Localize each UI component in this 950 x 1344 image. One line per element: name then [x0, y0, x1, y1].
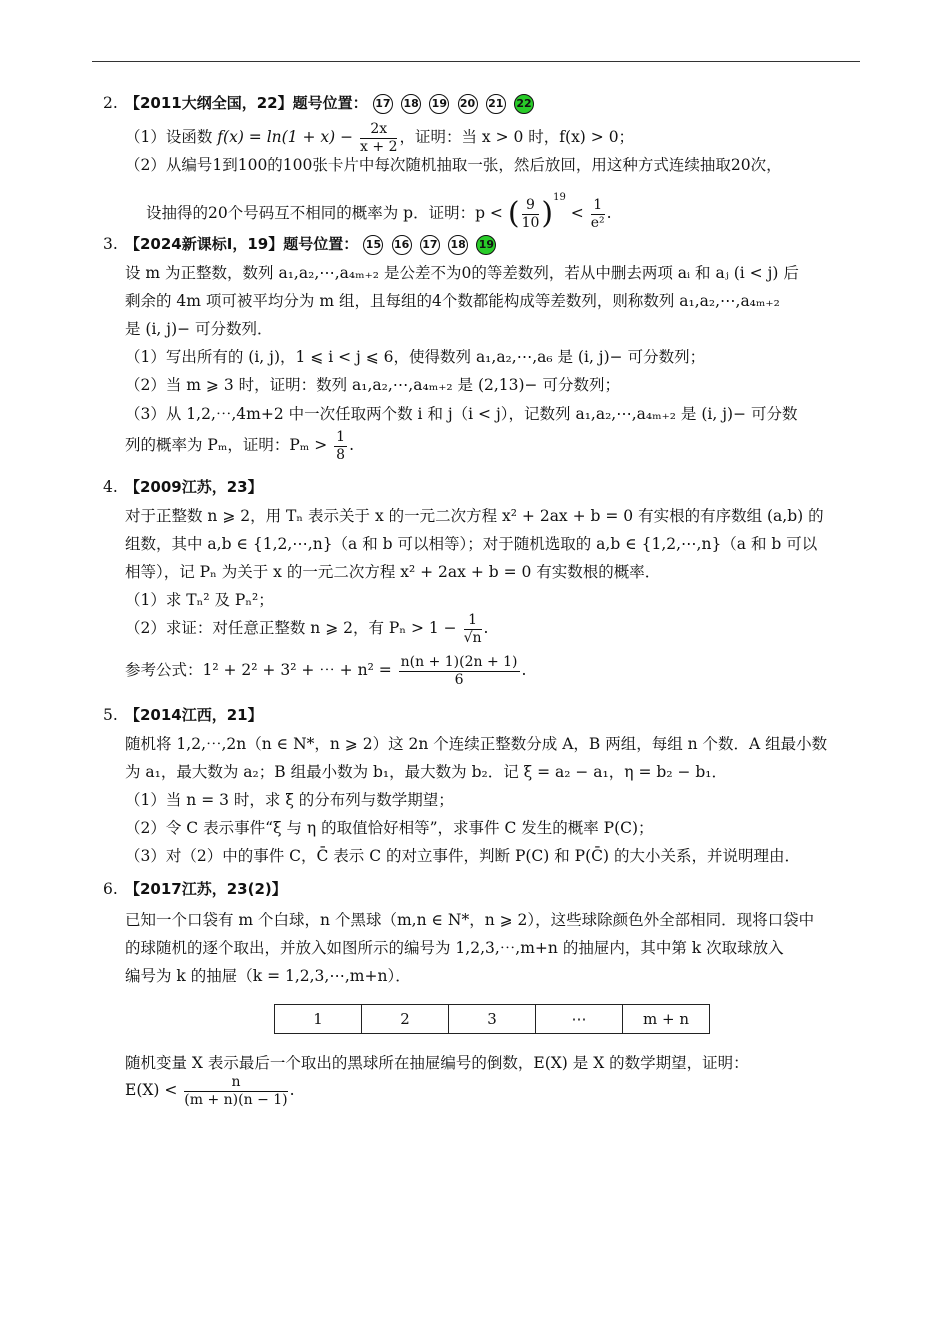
- position-circle-21: 21: [486, 94, 506, 114]
- fraction: $\frac{2x}{x + 2}$: [360, 120, 398, 155]
- problem-3-stem-line-2: 剩余的 4m 项可被平均分为 m 组，且每组的4个数都能构成等差数列，则称数列 a₁,a₂,⋯,a₄ₘ₊₂: [125, 292, 780, 310]
- source-tag: 【2024新课标Ⅰ，19】题号位置：: [125, 235, 359, 253]
- source-tag: 【2009江苏，23】: [125, 478, 263, 496]
- position-circle-18: 18: [401, 94, 421, 114]
- position-circle-19-highlighted: 19: [476, 235, 496, 255]
- problem-4-part-2: （2）求证：对任意正整数 n ⩾ 2，有 Pₙ > 1 − $\frac{1}{√n}$ .: [125, 611, 489, 646]
- position-circle-19: 19: [429, 94, 449, 114]
- problem-4-stem-line-1: 对于正整数 n ⩾ 2，用 Tₙ 表示关于 x 的一元二次方程 x² + 2ax + b = 0 有实根的有序数组 (a,b) 的: [125, 507, 824, 525]
- problem-6-stem-line-3: 编号为 k 的抽屉（k = 1,2,3,⋯,m+n）．: [125, 967, 411, 985]
- drawer-cell: 3: [449, 1005, 536, 1034]
- header-rule: [92, 61, 860, 62]
- problem-number: 6.: [103, 880, 118, 898]
- problem-5-part-1: （1）当 n = 3 时，求 ξ 的分布列与数学期望；: [125, 791, 454, 809]
- problem-5-part-3: （3）对（2）中的事件 C，C̄ 表示 C 的对立事件，判断 P(C) 和 P(C̄) 的大小关系，并说明理由．: [125, 847, 800, 865]
- problem-5-part-2: （2）令 C 表示事件“ξ 与 η 的取值恰好相等”，求事件 C 发生的概率 P(C)；: [125, 819, 654, 837]
- problem-3-part-2: （2）当 m ⩾ 3 时，证明：数列 a₁,a₂,⋯,a₄ₘ₊₂ 是 (2,13)− 可分数列；: [125, 376, 620, 394]
- position-circle-20: 20: [458, 94, 478, 114]
- drawer-cell: ⋯: [536, 1005, 623, 1034]
- problem-header: [125, 92, 537, 114]
- problem-3-stem-line-1: 设 m 为正整数，数列 a₁,a₂,⋯,a₄ₘ₊₂ 是公差不为0的等差数列，若从中删去两项 aᵢ 和 aⱼ (i < j) 后: [125, 264, 799, 282]
- source-tag: 【2014江西，21】: [125, 706, 263, 724]
- problem-3-part-3: （3）从 1,2,⋯,4m+2 中一次任取两个数 i 和 j（i < j），记数列 a₁,a₂,⋯,a₄ₘ₊₂ 是 (i, j)− 可分数: [125, 405, 798, 423]
- problem-5-stem-line-1: 随机将 1,2,⋯,2n（n ∈ N*，n ⩾ 2）这 2n 个连续正整数分成 A，B 两组，每组 n 个数．A 组最小数: [125, 735, 828, 753]
- source-tag: 【2011大纲全国，22】题号位置：: [125, 94, 368, 112]
- drawer-cell: 2: [362, 1005, 449, 1034]
- position-circle-22-highlighted: 22: [514, 94, 534, 114]
- problem-6-stem-line-2: 的球随机的逐个取出，并放入如图所示的编号为 1,2,3,⋯,m+n 的抽屉内，其中第 k 次取球放入: [125, 939, 784, 957]
- problem-2-part-2: （2）从编号1到100的100张卡片中每次随机抽取一张，然后放回，用这种方式连续抽取20次，: [125, 156, 782, 174]
- position-circle-15: 15: [363, 235, 383, 255]
- problem-4-part-1: （1）求 Tₙ² 及 Pₙ²；: [125, 591, 274, 609]
- position-circle-17: 17: [373, 94, 393, 114]
- problem-header: [125, 233, 499, 255]
- problem-6-question-line-2: E(X) < $\frac{n}{(m + n)(n - 1)}$ .: [125, 1073, 295, 1108]
- problem-number: 4.: [103, 478, 118, 496]
- problem-3-part-1: （1）写出所有的 (i, j)，1 ⩽ i < j ⩽ 6，使得数列 a₁,a₂,⋯,a₆ 是 (i, j)− 可分数列；: [125, 348, 706, 366]
- problem-3-part-3-cont: 列的概率为 Pₘ，证明：Pₘ > $\frac{1}{8}$ .: [125, 428, 355, 463]
- position-circle-16: 16: [392, 235, 412, 255]
- reference-formula: 参考公式：1² + 2² + 3² + ⋯ + n² = $\frac{n(n + 1)(2n + 1)}{6}$ .: [125, 653, 527, 688]
- table-row: [275, 1005, 710, 1034]
- position-circle-18: 18: [448, 235, 468, 255]
- problem-5-stem-line-2: 为 a₁，最大数为 a₂；B 组最小数为 b₁，最大数为 b₂．记 ξ = a₂ − a₁，η = b₂ − b₁．: [125, 763, 728, 781]
- drawer-cell: 1: [275, 1005, 362, 1034]
- problem-4-stem-line-3: 相等），记 Pₙ 为关于 x 的一元二次方程 x² + 2ax + b = 0 有实数根的概率．: [125, 563, 661, 581]
- problem-number: 5.: [103, 706, 118, 724]
- drawer-table: [274, 1004, 710, 1034]
- problem-number: 2.: [103, 94, 118, 112]
- position-circle-17: 17: [420, 235, 440, 255]
- problem-number: 3.: [103, 235, 118, 253]
- problem-2-part-1: （1）设函数 f(x) = ln(1 + x) − $\frac{2x}{x + 2}$ ，证明：当 x > 0 时，f(x) > 0；: [125, 120, 635, 155]
- problem-6-question-line-1: 随机变量 X 表示最后一个取出的黑球所在抽屉编号的倒数，E(X) 是 X 的数学期望，证明：: [125, 1054, 749, 1072]
- problem-2-part-2-cont: 设抽得的20个号码互不相同的概率为 p．证明：p < ( $\frac{9}{10}$ )$^{19}$ < $\frac{1}{\text{e²}}$ .: [146, 192, 612, 231]
- problem-3-stem-line-3: 是 (i, j)− 可分数列．: [125, 320, 273, 338]
- problem-6-stem-line-1: 已知一个口袋有 m 个白球，n 个黑球（m,n ∈ N*，n ⩾ 2），这些球除颜色外全部相同．现将口袋中: [125, 911, 815, 929]
- source-tag: 【2017江苏，23(2)】: [125, 880, 287, 898]
- problem-4-stem-line-2: 组数，其中 a,b ∈ {1,2,⋯,n}（a 和 b 可以相等）；对于随机选取的 a,b ∈ {1,2,⋯,n}（a 和 b 可以: [125, 535, 818, 553]
- drawer-cell: m + n: [623, 1005, 710, 1034]
